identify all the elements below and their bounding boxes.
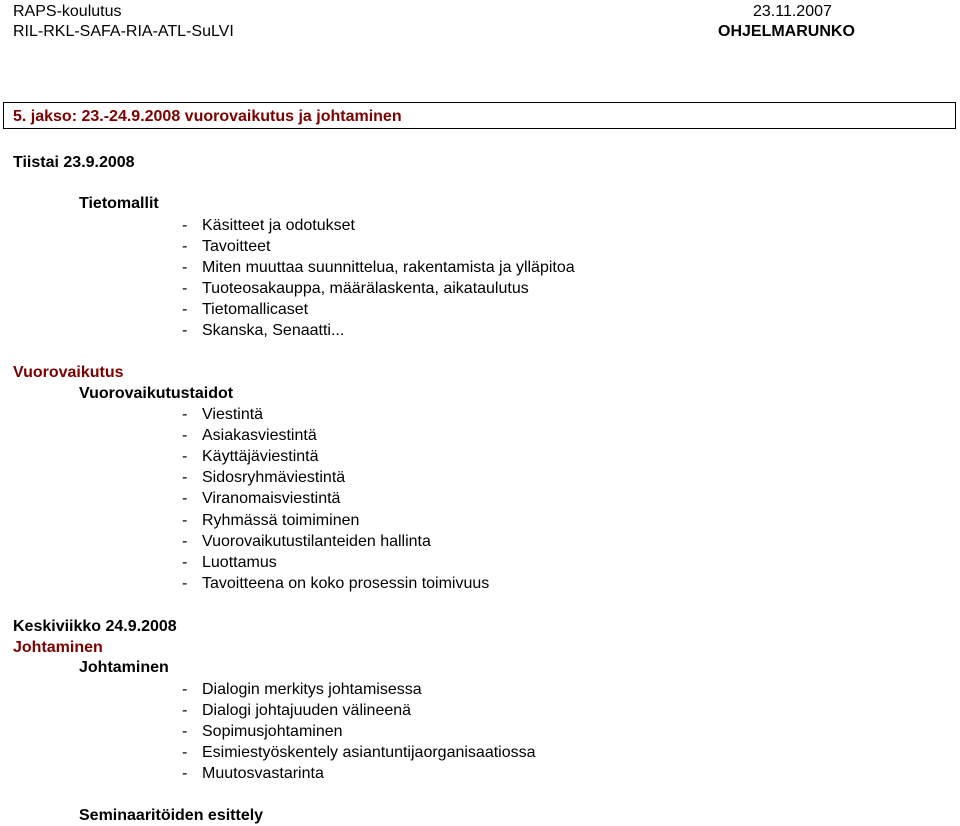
list-item [182, 258, 575, 278]
day2-label: Keskiviikko 24.9.2008 [13, 618, 177, 635]
list-item-text: Ryhmässä toimiminen [202, 512, 360, 529]
bullet: - [182, 554, 188, 571]
list-item [182, 511, 359, 531]
list-item-text: Tietomallicaset [202, 301, 309, 318]
bullet: - [182, 723, 188, 740]
list-item-text: Asiakasviestintä [202, 427, 317, 444]
header-date: 23.11.2007 [753, 3, 832, 20]
list-item-text: Tuoteosakauppa, määrälaskenta, aikataulutus [202, 280, 529, 297]
list-item-text: Sopimusjohtaminen [202, 723, 343, 740]
list-item [182, 426, 317, 446]
list-item [182, 553, 277, 573]
list-item [182, 216, 355, 236]
bullet: - [182, 575, 188, 592]
list-item [182, 468, 345, 488]
bullet: - [182, 259, 188, 276]
list-item [182, 489, 340, 509]
closing-topic: Seminaaritöiden esittely [79, 807, 264, 824]
list-item-text: Luottamus [202, 554, 277, 571]
bullet: - [182, 512, 188, 529]
list-item [182, 321, 344, 341]
list-item-text: Käsitteet ja odotukset [202, 217, 355, 234]
list-item [182, 701, 411, 721]
bullet: - [182, 427, 188, 444]
bullet: - [182, 448, 188, 465]
theme-vuorovaikutus: Vuorovaikutus [13, 364, 124, 381]
list-item [182, 743, 536, 763]
bullet: - [182, 469, 188, 486]
bullet: - [182, 217, 188, 234]
list-item [182, 764, 324, 784]
list-item-text: Viestintä [202, 406, 264, 423]
bullet: - [182, 765, 188, 782]
bullet: - [182, 744, 188, 761]
list-item [182, 574, 489, 594]
bullet: - [182, 406, 188, 423]
list-item [182, 532, 431, 552]
list-item [182, 279, 529, 299]
list-item-text: Miten muuttaa suunnittelua, rakentamista ja ylläpitoa [202, 259, 575, 276]
list-item-text: Dialogin merkitys johtamisessa [202, 681, 422, 698]
topic-johtaminen: Johtaminen [79, 659, 169, 676]
theme-johtaminen: Johtaminen [13, 639, 103, 656]
list-item-text: Käyttäjäviestintä [202, 448, 319, 465]
header-doc-type: OHJELMARUNKO [718, 23, 855, 40]
list-item-text: Esimiestyöskentely asiantuntijaorganisaatiossa [202, 744, 536, 761]
bullet: - [182, 533, 188, 550]
list-item-text: Dialogi johtajuuden välineenä [202, 702, 412, 719]
header-code: RIL-RKL-SAFA-RIA-ATL-SuLVI [13, 23, 234, 40]
day1-label: Tiistai 23.9.2008 [13, 154, 135, 171]
bullet: - [182, 238, 188, 255]
list-item [182, 447, 319, 467]
bullet: - [182, 280, 188, 297]
list-item [182, 680, 422, 700]
list-item [182, 405, 263, 425]
bullet: - [182, 702, 188, 719]
list-item-text: Tavoitteet [202, 238, 271, 255]
bullet: - [182, 322, 188, 339]
list-item-text: Muutosvastarinta [202, 765, 324, 782]
header-org: RAPS-koulutus [13, 3, 122, 20]
bullet: - [182, 490, 188, 507]
list-item-text: Tavoitteena on koko prosessin toimivuus [202, 575, 490, 592]
bullet: - [182, 681, 188, 698]
list-item-text: Vuorovaikutustilanteiden hallinta [202, 533, 431, 550]
topic-tietomallit: Tietomallit [79, 195, 159, 212]
list-item-text: Sidosryhmäviestintä [202, 469, 346, 486]
list-item [182, 300, 308, 320]
period-title: 5. jakso: 23.-24.9.2008 vuorovaikutus ja johtaminen [13, 108, 402, 125]
list-item [182, 722, 343, 742]
list-item-text: Viranomaisviestintä [202, 490, 341, 507]
list-item-text: Skanska, Senaatti... [202, 322, 345, 339]
bullet: - [182, 301, 188, 318]
list-item [182, 237, 270, 257]
topic-vuorovaikutustaidot: Vuorovaikutustaidot [79, 385, 234, 402]
